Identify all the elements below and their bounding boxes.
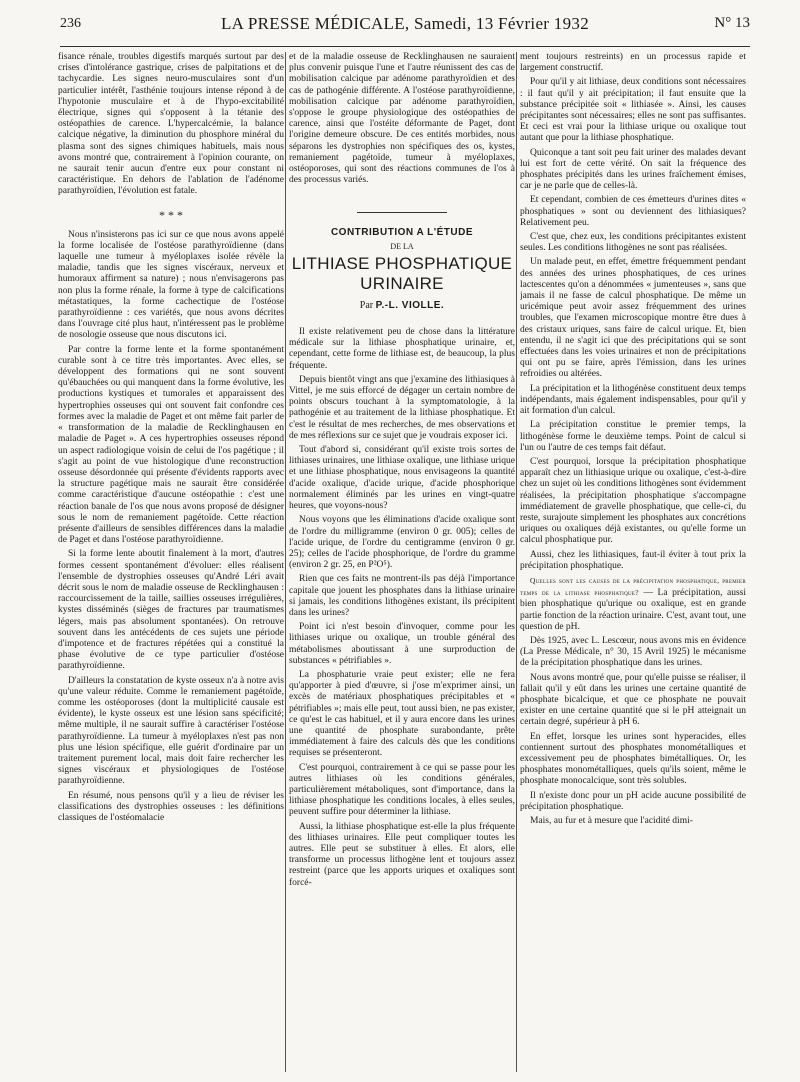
paragraph: Nous n'insisterons pas ici sur ce que nous avons appelé la forme localisée de l'ostéose parathyroïdienne (dans laquelle une tumeur à myéloplaxes isolée révèle la maladie, tandis que les signes viscéraux, nerveux et humoraux affirment sa nature) ; nous n'envisagerons pas non plus la forme rénale, la forme à type de calcifications métastatiques, la forme cachectique de l'ostéose parathyroïdienne : ces variétés, que nous avons décrites dans l'ouvrage cité plus haut, n'intéressent pas le problème de nosologie osseuse que nous discutons ici. (58, 229, 284, 341)
paragraph (520, 575, 746, 633)
journal-title: LA PRESSE MÉDICALE, Samedi, 13 Février 1932 (221, 14, 589, 33)
paragraph: ment toujours restreints) en un processus rapide et largement constructif. (520, 52, 746, 74)
paragraph: En résumé, nous pensons qu'il y a lieu de réviser les classifications des dystrophies osseuses : les définitions classiques de l'ostéomalacie (58, 790, 284, 823)
column-middle (289, 52, 515, 1072)
paragraph: En effet, lorsque les urines sont hyperacides, elles contiennent surtout des phosphates monométalliques et excessivement peu de phosphates bimétalliques. Or, les phosphates monométalliques, quels qu'ils soient, même le phosphate monocalcique, sont très solubles. (520, 731, 746, 787)
author-name: P.-L. VIOLLE. (375, 299, 445, 311)
column-left (58, 52, 284, 1072)
paragraph: Nous avons montré que, pour qu'elle puisse se réaliser, il fallait qu'il y eût dans les urines une certaine quantité de phosphate bicalcique, et que ce phosphate ne pouvait exister en une certaine quantité que si le pH atteignait un certain degré, supérieur à pH 6. (520, 672, 746, 728)
paragraph: La précipitation et la lithogénèse constituent deux temps indépendants, mais également indispensables, pour qu'il y ait formation d'un calcul. (520, 383, 746, 417)
paragraph: C'est pourquoi, contrairement à ce qui se passe pour les autres lithiases où les conditions générales, particulièrement métaboliques, sont d'importance, dans la lithiase phosphatique les conditions locales, à elles seules, peuvent suffire pour déterminer la lithiase. (289, 762, 515, 818)
article-kicker: CONTRIBUTION A L'ÉTUDE (330, 227, 474, 239)
paragraph: Il existe relativement peu de chose dans la littérature médicale sur la lithiase phosphatique urinaire, et, cependant, cette forme de lithiase est, de beaucoup, la plus fréquente. (289, 327, 515, 371)
author-prefix: Par (359, 299, 374, 311)
section-subhead: Quelles sont les causes de la précipitation phosphatique, premier temps de la lithiase phosphatique? (520, 575, 746, 598)
paragraph: Si la forme lente aboutit finalement à la mort, d'autres formes cessent spontanément d'évoluer: elles réalisent l'ensemble de dystrophies osseuses qu'André Léri avait décrit sous le nom de maladie osseuse de Recklinghausen : raccourcissement de la taille, saillies osseuses irrégulières, kystes disséminés (sièges de fractures par traumatismes légers, mais pas absolument spontanées). On retrouve souvent dans les antécédents de ces sujets une période d'impotence et de fractures répétées qui a constitué la phase évolutive de ce type particulier d'ostéose parathyroïdienne. (58, 549, 284, 672)
paragraph: Un malade peut, en effet, émettre fréquemment pendant des années des urines phosphatiques, de ces urines lactescentes qu'on a dénommées « jumenteuses », sans que jamais il ne fasse de calcul phosphatique. De même un uricémique peut avoir assez fréquemment des urines troubles, que l'examen microscopique montre être dues à des cristaux uriques, sans faire de calcul urique. Et, bien entendu, il ne s'agit ici que des précipitations qui se sont effectuées dans les voies urinaires et non de précipitations qui ont pu se faire, après l'émission, dans les urines refroidies ou altérées. (520, 257, 746, 380)
paragraph: Il n'existe donc pour un pH acide aucune possibilité de précipitation phosphatique. (520, 790, 746, 812)
paragraph: D'ailleurs la constatation de kyste osseux n'a à notre avis qu'une valeur réduite. Comme le remaniement pagétoïde, comme les ostéoporoses (dont la multiplicité causale est évidente), le kyste osseux est une lésion sans spécificité; même multiple, il ne saurait suffire à caractériser l'ostéose parathyroïdienne. La tumeur à myéloplaxes n'est pas non plus une lésion spécifique, elle guérit d'ordinaire par un traitement purement local, mais doit faire rechercher les signes viscéraux et physiologiques de l'ostéose parathyroïdienne. (58, 675, 284, 787)
paragraph: Nous voyons que les éliminations d'acide oxalique sont de l'ordre du milligramme (environ 0 gr. 005); celles de l'acide urique, de l'ordre du centigramme (environ 0 gr. 25); celles de l'acide phosphorique, de l'ordre du gramme (environ 2 gr. 25, en P²O⁵). (289, 515, 515, 571)
paragraph: Point ici n'est besoin d'invoquer, comme pour les lithiases urique ou oxalique, un trouble général des métabolismes aboutissant à une surproduction de substances « pétrifiables ». (289, 622, 515, 666)
article-title-line-2: URINAIRE (360, 273, 444, 293)
paragraph: Depuis bientôt vingt ans que j'examine des lithiasiques à Vittel, je me suis efforcé de dégager un certain nombre de points obscurs touchant à la symptomatologie, à la pathogénie et au traitement de la lithiase phosphatique. Et c'est le résultat de mes recherches, de mes observations et de mes réflexions sur ce sujet que je voudrais exposer ici. (289, 374, 515, 441)
header-rule (60, 46, 750, 47)
article-author (289, 300, 515, 311)
paragraph: La précipitation constitue le premier temps, la lithogénèse forme le deuxième temps. Point de calcul si l'un ou l'autre de ces temps fait défaut. (520, 420, 746, 453)
subhead-continuation: — La précipitation, aussi bien phosphatique qu'urique ou oxalique, est en grande partie fonction de la réaction urinaire. C'est, avant tout, une question de pH. (520, 588, 746, 632)
paragraph: Quiconque a tant soit peu fait uriner des malades devant lui est fort de cette vérité. On sait la fréquence des phosphates précipités dans les urines fraîchement émises, car je ne parle que de celles-là. (520, 147, 746, 192)
article-title-line-1: LITHIASE PHOSPHATIQUE (291, 253, 513, 273)
heading-rule (357, 212, 447, 213)
paragraph: Aussi, chez les lithiasiques, faut-il éviter à tout prix la précipitation phosphatique. (520, 549, 746, 571)
column-right (520, 52, 746, 1072)
paragraph: C'est que, chez eux, les conditions précipitantes existent seules. Les conditions lithogènes ne sont pas réalisées. (520, 232, 746, 254)
article-heading (289, 212, 515, 311)
column-rule (285, 52, 286, 1072)
running-header (60, 12, 750, 36)
paragraph: Par contre la forme lente et la forme spontanément curable sont à ce titre très importantes. Avec elles, se développent des formations qui ne sont souvent qu'ébauchées ou qui manquent dans la forme évolutive, les productions kystiques et tumorales et apparaissent des hypertrophies osseuses qui ont souvent fait confondre ces formes avec la maladie de Paget et ont même fait parler de « transformation de la maladie de Recklinghausen en maladie de Paget ». A ces hypertrophies osseuses répond un aspect radiologique voisin de celui de l'os pagétique ; il s'agit au point de vue histologique d'une reconstruction osseuse désordonnée qui présente d'évidents rapports avec la structure pagétique mais ne saurait être considérée comme caractéristique d'aucune ostéopathie : c'est une réaction banale de l'os que nous avons proposé de désigner sous le nom de remaniement pagétoïde. Cette réaction présente d'ailleurs de sensibles différences dans la maladie de Paget et dans l'ostéose parathyroïdienne. (58, 344, 284, 546)
column-rule (516, 52, 517, 1072)
paragraph: Et cependant, combien de ces émetteurs d'urines dites « phosphatiques » sont ou deviennent des lithiasiques? Relativement peu. (520, 195, 746, 228)
paragraph: Dès 1925, avec L. Lescœur, nous avons mis en évidence (La Presse Médicale, n° 30, 15 Avril 1925) le mécanisme de la précipitation phosphatique dans les urines. (520, 635, 746, 669)
paragraph: La phosphaturie vraie peut exister; elle ne fera qu'apporter à pied d'œuvre, si j'ose m'exprimer ainsi, un excès de matériaux phosphatiques précipitables et « pétrifiables »; mais elle peut, tout aussi bien, ne pas exister, ce qu'est le cas habituel, et il y aura encore dans les urines une quantité de phosphate surabondante, prête immédiatement à faire des calculs dès que les conditions requises se présenteront. (289, 669, 515, 759)
issue-number: N° 13 (714, 15, 750, 31)
paragraph: et de la maladie osseuse de Recklinghausen ne sauraient plus convenir puisque l'une et l'autre réunissent des cas de mobilisation calcique par adénome parathyroïdien et des cas de pathogénie différente. A l'ostéose parathyroïdienne, mobilisation calcique par adénome parathyroïdien, s'oppose le groupe physiologique des ostéopathies de carence, ainsi que l'ostéite déformante de Paget, dont l'origine demeure obscure. De ces entités morbides, nous séparons les dystrophies non spécifiques des os, kystes, remaniement pagétoïde, tumeur à myéloplaxes, ostéoporoses, qui sont des réactions communes de l'os à des processus variés. (289, 52, 515, 186)
paragraph: Pour qu'il y ait lithiase, deux conditions sont nécessaires : il faut qu'il y ait précipitation; il faut ensuite que la substance précipitée soit « lithiasée ». Ainsi, les causes précipitantes sont nécessaires; elles ne sont pas suffisantes. Et ceci est vrai pour la lithiase urique ou oxalique tout autant que pour la lithiase phosphatique. (520, 77, 746, 144)
paragraph: Tout d'abord si, considérant qu'il existe trois sortes de lithiases urinaires, une lithiase oxalique, une lithiase urique et une lithiase phosphatique, nous envisageons la quantité d'acide oxalique, d'acide urique, d'acide phosphorique normalement éliminés par les urines en vingt-quatre heures, que voyons-nous? (289, 445, 515, 512)
section-separator: * * * (159, 207, 183, 222)
page-number: 236 (60, 16, 81, 31)
paragraph: Aussi, la lithiase phosphatique est-elle la plus fréquente des lithiases urinaires. Elle peut compliquer toutes les autres. Elle peut se substituer à elles. Et alors, elle transforme un processus lithogène lent et toujours assez restreint (parce que les apports uriques et oxaliques sont forcé- (289, 821, 515, 888)
paragraph: fisance rénale, troubles digestifs marqués surtout par des crises d'intolérance gastrique, crises de palpitations et de tachycardie. Les signes neuro-musculaires sont d'un particulier intérêt, l'asthénie toujours intense répond à de l'hypotonie musculaire et à de l'hypo-excitabilité électrique, signes qui s'opposent à la tétanie des ostéopathies de carence. L'hypercalcémie, la balance calcique négative, la diminution du phosphore minéral du plasma sont des signes chimiques habituels, mais nous avons montré que, contrairement à l'opinion courante, on ne saurait tenir aucun d'entre eux pour constant ni caractéristique. En dehors de l'ablation de l'adénome parathyroïdien, l'évolution est fatale. (58, 52, 284, 197)
article-kicker-de: DE LA (390, 241, 414, 251)
paragraph: Mais, au fur et à mesure que l'acidité dimi- (530, 816, 693, 826)
paragraph: C'est pourquoi, lorsque la précipitation phosphatique apparaît chez un lithiasique urique ou oxalique, c'est-à-dire chez un sujet où les conditions lithogènes sont évidemment réalisées, la précipitation phosphatique s'accompagne immédiatement de gravelle phosphatique, que celle-ci, du reste, surajoute simplement les phosphates aux concrétions uriques ou oxaliques déjà existantes, ou qu'elle forme un calcul phosphatique pur. (520, 456, 746, 546)
paragraph: Rien que ces faits ne montrent-ils pas déjà l'importance capitale que jouent les phosphates dans la lithiase urinaire si jamais, les conditions lithogènes existant, ils précipitent dans les urines? (289, 574, 515, 618)
